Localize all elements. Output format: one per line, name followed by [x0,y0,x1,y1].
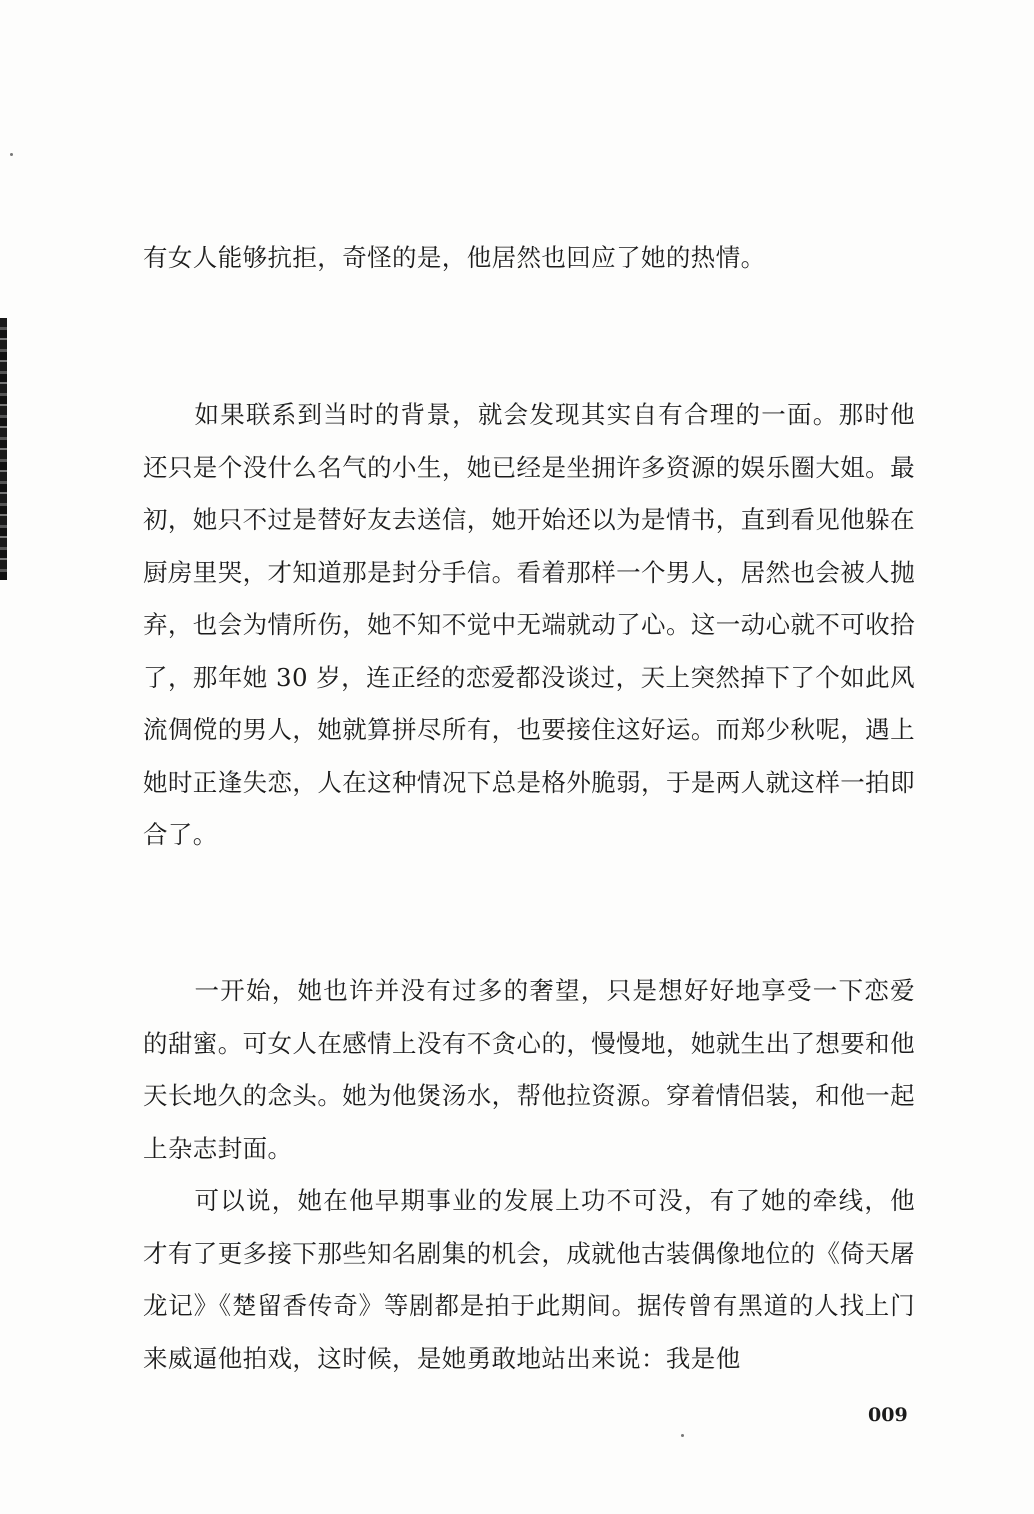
page-number: 009 [868,1404,908,1426]
paragraph-career: 可以说，她在他早期事业的发展上功不可没，有了她的牵线，他才有了更多接下那些知名剧集的机会，成就他古装偶像地位的《倚天屠龙记》《楚留香传奇》等剧都是拍于此期间。据传曾有黑道的人找上门来威逼他拍戏，这时候，是她勇敢地站出来说：我是他 [143,1186,915,1373]
scan-speck [681,1434,684,1437]
paragraph-romance: 一开始，她也许并没有过多的奢望，只是想好好地享受一下恋爱的甜蜜。可女人在感情上没有不贪心的，慢慢地，她就生出了想要和他天长地久的念头。她为他煲汤水，帮他拉资源。穿着情侣装，和他一起上杂志封面。 [143,976,915,1163]
paragraph-background: 如果联系到当时的背景，就会发现其实自有合理的一面。那时他还只是个没什么名气的小生，她已经是坐拥许多资源的娱乐圈大姐。最初，她只不过是替好友去送信，她开始还以为是情书，直到看见他躲在厨房里哭，才知道那是封分手信。看着那样一个男人，居然也会被人抛弃，也会为情所伤，她不知不觉中无端就动了心。这一动心就不可收拾了，那年她 30 岁，连正经的恋爱都没谈过，天上突然掉下了个如此风流倜傥的男人，她就算拼尽所有，也要接住这好运。而郑少秋呢，遇上她时正逢失恋，人在这种情况下总是格外脆弱，于是两人就这样一拍即合了。 [143,400,915,849]
binding-shadow [0,318,7,580]
scan-speck [10,153,13,156]
paragraph-continuation: 有女人能够抗拒，奇怪的是，他居然也回应了她的热情。 [143,243,766,272]
